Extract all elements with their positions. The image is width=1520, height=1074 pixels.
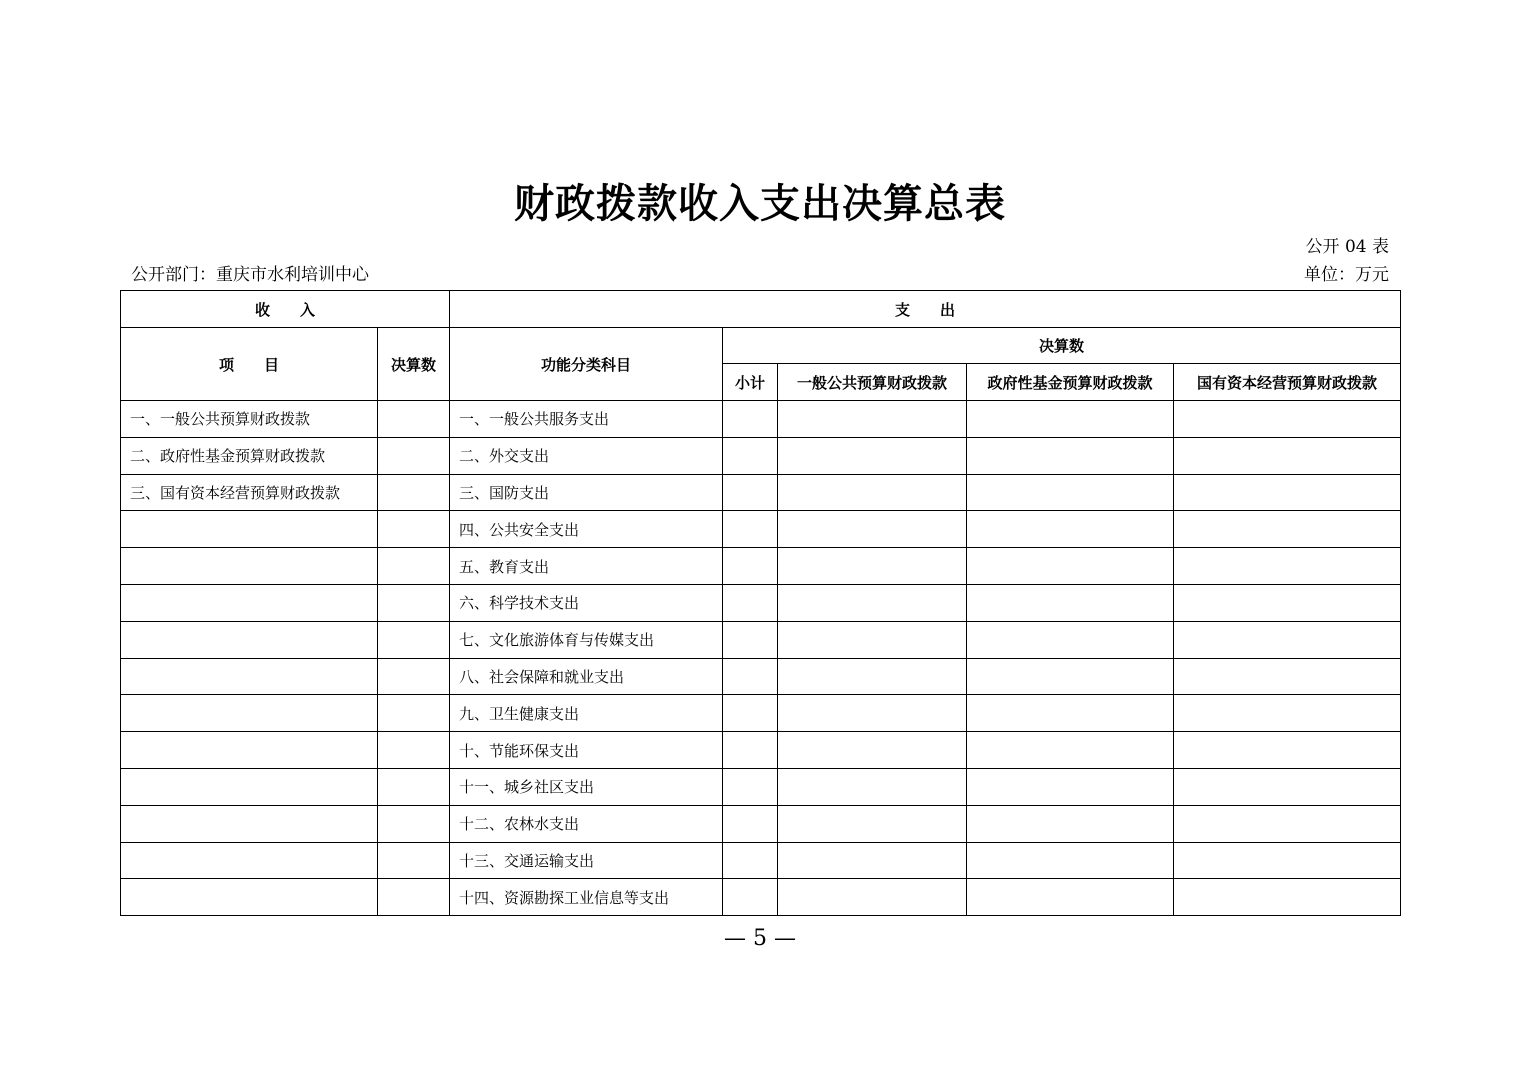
unit-label: 单位：万元 [1304, 265, 1389, 285]
income-amount-cell [378, 437, 450, 474]
income-amount-cell [378, 732, 450, 769]
income-item-cell [121, 768, 378, 805]
income-item-cell [121, 621, 378, 658]
income-item-cell [121, 879, 378, 916]
function-category-cell: 十三、交通运输支出 [450, 842, 723, 879]
income-item-cell [121, 658, 378, 695]
general-budget-cell [778, 768, 967, 805]
gov-fund-budget-cell [967, 805, 1174, 842]
state-capital-budget-cell [1174, 879, 1401, 916]
state-capital-budget-cell [1174, 732, 1401, 769]
income-amount-cell [378, 842, 450, 879]
state-capital-budget-cell [1174, 695, 1401, 732]
function-category-cell: 六、科学技术支出 [450, 584, 723, 621]
table-row [121, 695, 1401, 732]
expense-header: 支 出 [450, 291, 1401, 328]
subtotal-cell [723, 511, 778, 548]
gov-fund-budget-cell [967, 879, 1174, 916]
gov-fund-budget-cell [967, 695, 1174, 732]
department-label: 公开部门：重庆市水利培训中心 [131, 265, 369, 285]
gov-fund-budget-cell [967, 437, 1174, 474]
gov-fund-budget-cell [967, 548, 1174, 585]
subtotal-cell [723, 879, 778, 916]
state-capital-budget-cell [1174, 805, 1401, 842]
state-capital-budget-cell [1174, 842, 1401, 879]
table-row [121, 474, 1401, 511]
gov-fund-budget-cell [967, 842, 1174, 879]
function-category-cell: 十四、资源勘探工业信息等支出 [450, 879, 723, 916]
income-item-cell [121, 805, 378, 842]
function-category-cell: 八、社会保障和就业支出 [450, 658, 723, 695]
subtotal-cell [723, 658, 778, 695]
page-number: — 5 — [724, 926, 796, 951]
general-budget-cell [778, 695, 967, 732]
general-budget-cell [778, 842, 967, 879]
general-budget-cell [778, 437, 967, 474]
gov-fund-budget-cell [967, 732, 1174, 769]
table-row [121, 401, 1401, 438]
income-item-cell [121, 548, 378, 585]
table-row [121, 584, 1401, 621]
form-number: 公开 04 表 [1305, 237, 1389, 257]
general-budget-cell [778, 621, 967, 658]
subtotal-cell [723, 584, 778, 621]
general-budget-cell [778, 732, 967, 769]
function-category-cell: 五、教育支出 [450, 548, 723, 585]
income-amount-cell [378, 548, 450, 585]
income-item-cell: 三、国有资本经营预算财政拨款 [121, 474, 378, 511]
income-amount-cell [378, 768, 450, 805]
general-budget-cell [778, 401, 967, 438]
general-budget-cell [778, 474, 967, 511]
function-category-cell: 十一、城乡社区支出 [450, 768, 723, 805]
income-amount-cell [378, 879, 450, 916]
subtotal-cell [723, 474, 778, 511]
general-budget-cell [778, 548, 967, 585]
subtotal-cell [723, 401, 778, 438]
income-item-cell: 二、政府性基金预算财政拨款 [121, 437, 378, 474]
subtotal-cell [723, 842, 778, 879]
table-row [121, 437, 1401, 474]
function-category-cell: 一、一般公共服务支出 [450, 401, 723, 438]
gov-fund-budget-cell [967, 768, 1174, 805]
general-budget-cell [778, 805, 967, 842]
income-item-cell [121, 584, 378, 621]
subtotal-cell [723, 805, 778, 842]
table-row [121, 621, 1401, 658]
gov-fund-budget-cell [967, 584, 1174, 621]
income-amount-cell [378, 584, 450, 621]
function-category-header: 功能分类科目 [450, 328, 723, 401]
table-row [121, 805, 1401, 842]
function-category-cell: 四、公共安全支出 [450, 511, 723, 548]
gov-fund-budget-cell [967, 658, 1174, 695]
income-amount-header: 决算数 [378, 328, 450, 401]
general-budget-cell [778, 511, 967, 548]
function-category-cell: 二、外交支出 [450, 437, 723, 474]
gov-fund-budget-cell [967, 474, 1174, 511]
general-budget-header: 一般公共预算财政拨款 [778, 364, 967, 401]
state-capital-budget-cell [1174, 401, 1401, 438]
income-header: 收 入 [121, 291, 450, 328]
subtotal-cell [723, 732, 778, 769]
state-capital-budget-cell [1174, 768, 1401, 805]
income-item-cell: 一、一般公共预算财政拨款 [121, 401, 378, 438]
gov-fund-budget-cell [967, 401, 1174, 438]
table-row [121, 548, 1401, 585]
subtotal-cell [723, 768, 778, 805]
income-amount-cell [378, 474, 450, 511]
table-row [121, 732, 1401, 769]
income-amount-cell [378, 805, 450, 842]
table-row [121, 768, 1401, 805]
function-category-cell: 十二、农林水支出 [450, 805, 723, 842]
general-budget-cell [778, 658, 967, 695]
state-capital-budget-cell [1174, 621, 1401, 658]
income-item-cell [121, 732, 378, 769]
table-row [121, 658, 1401, 695]
function-category-cell: 十、节能环保支出 [450, 732, 723, 769]
income-amount-cell [378, 511, 450, 548]
function-category-cell: 九、卫生健康支出 [450, 695, 723, 732]
table-row [121, 511, 1401, 548]
state-capital-budget-cell [1174, 548, 1401, 585]
income-item-cell [121, 695, 378, 732]
subtotal-cell [723, 437, 778, 474]
function-category-cell: 三、国防支出 [450, 474, 723, 511]
income-amount-cell [378, 695, 450, 732]
subtotal-header: 小计 [723, 364, 778, 401]
general-budget-cell [778, 879, 967, 916]
subtotal-cell [723, 695, 778, 732]
state-capital-budget-cell [1174, 437, 1401, 474]
state-capital-budget-cell [1174, 511, 1401, 548]
subtotal-cell [723, 621, 778, 658]
state-capital-budget-cell [1174, 474, 1401, 511]
table-body [121, 401, 1401, 916]
item-header: 项 目 [121, 328, 378, 401]
function-category-cell: 七、文化旅游体育与传媒支出 [450, 621, 723, 658]
table-row [121, 879, 1401, 916]
state-capital-budget-cell [1174, 584, 1401, 621]
income-item-cell [121, 511, 378, 548]
income-amount-cell [378, 658, 450, 695]
gov-fund-budget-cell [967, 511, 1174, 548]
income-amount-cell [378, 401, 450, 438]
general-budget-cell [778, 584, 967, 621]
budget-summary-table [120, 290, 1401, 916]
expense-amount-header: 决算数 [723, 328, 1401, 364]
state-capital-budget-header: 国有资本经营预算财政拨款 [1174, 364, 1401, 401]
gov-fund-budget-cell [967, 621, 1174, 658]
income-amount-cell [378, 621, 450, 658]
subtotal-cell [723, 548, 778, 585]
income-item-cell [121, 842, 378, 879]
gov-fund-budget-header: 政府性基金预算财政拨款 [967, 364, 1174, 401]
table-row [121, 842, 1401, 879]
document-title: 财政拨款收入支出决算总表 [514, 180, 1006, 227]
state-capital-budget-cell [1174, 658, 1401, 695]
